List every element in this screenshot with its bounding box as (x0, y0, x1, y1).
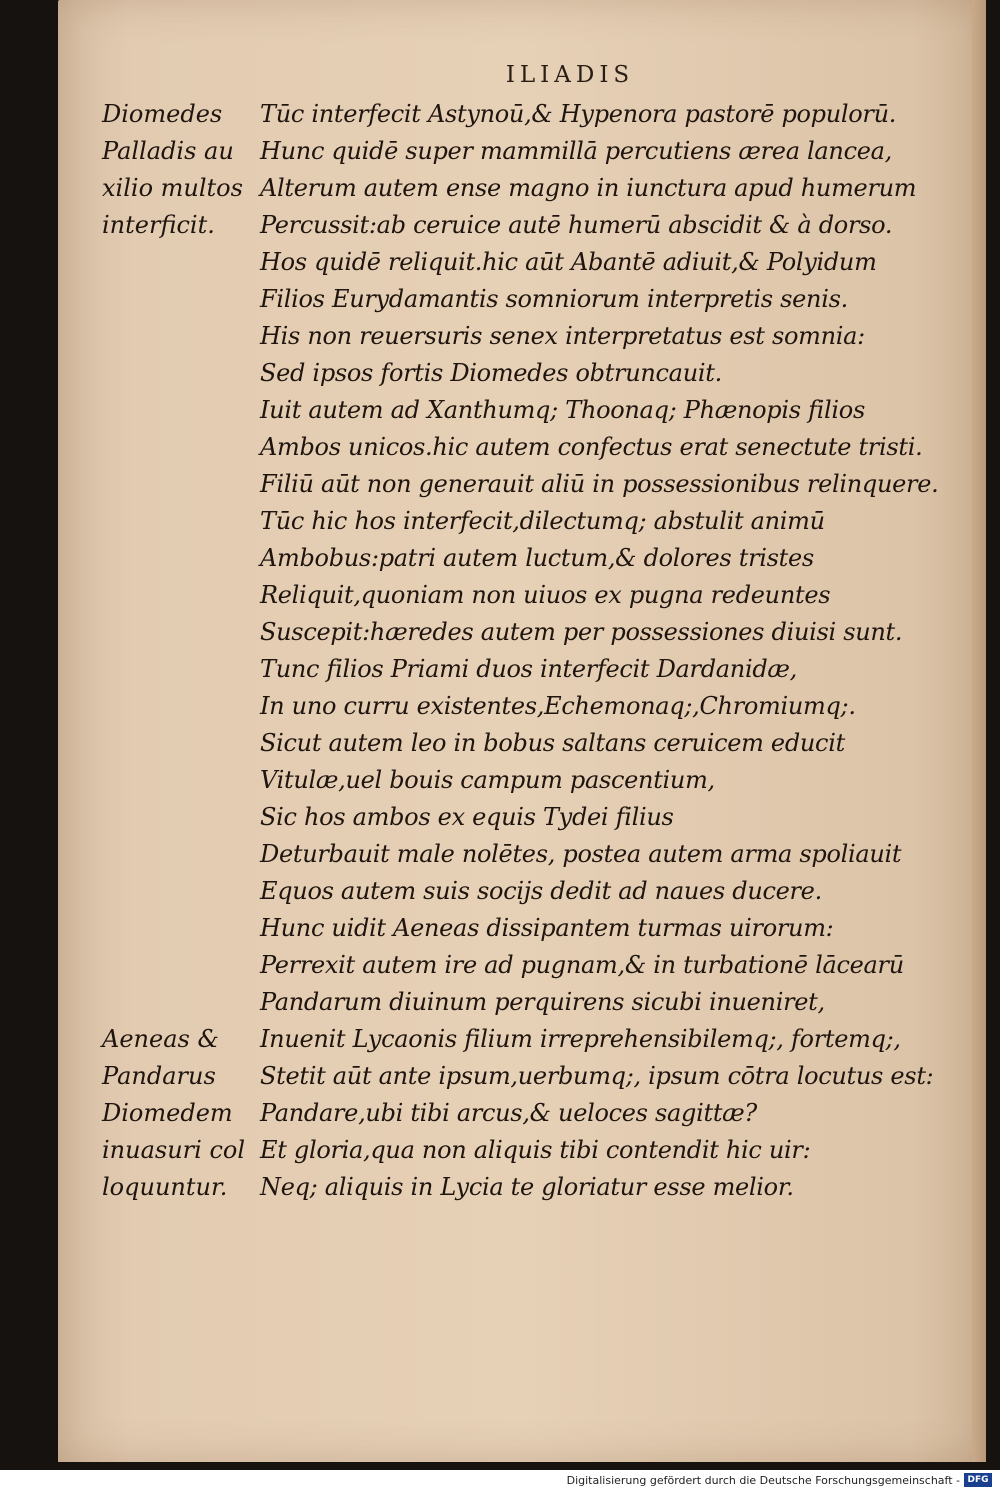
text-line (0, 1025, 1000, 1062)
verse-line: Tūc hic hos interfecit,dilectumq; abstulit animū (260, 507, 825, 535)
text-line (0, 470, 1000, 507)
verse-line: Neq; aliquis in Lycia te gloriatur esse melior. (260, 1173, 794, 1201)
verse-line: Reliquit,quoniam non uiuos ex pugna redeuntes (260, 581, 831, 609)
margin-gloss: Pandarus (102, 1062, 216, 1090)
verse-line: Hos quidē reliquit.hic aūt Abantē adiuit,& Polyidum (260, 248, 877, 276)
text-line (0, 951, 1000, 988)
text-line (0, 655, 1000, 692)
text-line (0, 285, 1000, 322)
text-line (0, 877, 1000, 914)
text-line (0, 840, 1000, 877)
text-line (0, 692, 1000, 729)
text-line (0, 248, 1000, 285)
text-line (0, 174, 1000, 211)
text-line (0, 507, 1000, 544)
margin-gloss: Diomedes (102, 100, 223, 128)
verse-line: Filios Eurydamantis somniorum interpretis senis. (260, 285, 848, 313)
margin-gloss: interficit. (102, 211, 215, 239)
verse-line: Deturbauit male nolētes, postea autem arma spoliauit (260, 840, 902, 868)
verse-line: Equos autem suis socijs dedit ad naues ducere. (260, 877, 822, 905)
verse-line: Pandarum diuinum perquirens sicubi inueniret, (260, 988, 825, 1016)
text-line (0, 618, 1000, 655)
text-line (0, 1173, 1000, 1210)
footer-bar (0, 1470, 1000, 1492)
verse-line: Suscepit:hæredes autem per possessiones diuisi sunt. (260, 618, 903, 646)
text-line (0, 100, 1000, 137)
text-line (0, 729, 1000, 766)
verse-line: Filiū aūt non generauit aliū in possessionibus relinquere. (260, 470, 939, 498)
verse-line: Ambos unicos.hic autem confectus erat senectute tristi. (260, 433, 923, 461)
text-line (0, 433, 1000, 470)
verse-line: Sic hos ambos ex equis Tydei filius (260, 803, 674, 831)
verse-line: Tūc interfecit Astynoū,& Hypenora pastorē populorū. (260, 100, 897, 128)
text-line (0, 914, 1000, 951)
verse-line: Hunc quidē super mammillā percutiens ærea lancea, (260, 137, 892, 165)
funding-credit: Digitalisierung gefördert durch die Deutsche Forschungsgemeinschaft - (566, 1474, 960, 1487)
text-line (0, 137, 1000, 174)
text-line (0, 396, 1000, 433)
text-line (0, 359, 1000, 396)
dfg-logo: DFG (964, 1473, 992, 1487)
margin-gloss: inuasuri col (102, 1136, 246, 1164)
verse-line: Sicut autem leo in bobus saltans ceruicem educit (260, 729, 845, 757)
text-line (0, 766, 1000, 803)
text-line (0, 1062, 1000, 1099)
verse-line: Hunc uidit Aeneas dissipantem turmas uirorum: (260, 914, 834, 942)
margin-gloss: Aeneas & (102, 1025, 219, 1053)
verse-line: Vitulæ,uel bouis campum pascentium, (260, 766, 715, 794)
text-line (0, 581, 1000, 618)
text-line (0, 803, 1000, 840)
margin-gloss: loquuntur. (102, 1173, 228, 1201)
running-head: ILIADIS (505, 62, 635, 88)
verse-line: Percussit:ab ceruice autē humerū abscidit & à dorso. (260, 211, 893, 239)
margin-gloss: xilio multos (102, 174, 243, 202)
verse-line: Et gloria,qua non aliquis tibi contendit hic uir: (260, 1136, 811, 1164)
text-line (0, 1099, 1000, 1136)
verse-line: His non reuersuris senex interpretatus est somnia: (260, 322, 865, 350)
verse-line: Inuenit Lycaonis filium irreprehensibilemq;, fortemq;, (260, 1025, 901, 1053)
text-line (0, 211, 1000, 248)
margin-gloss: Palladis au (102, 137, 234, 165)
verse-line: Ambobus:patri autem luctum,& dolores tristes (260, 544, 814, 572)
verse-line: Alterum autem ense magno in iunctura apud humerum (260, 174, 917, 202)
verse-line: Pandare,ubi tibi arcus,& ueloces sagittæ? (260, 1099, 757, 1127)
text-line (0, 1136, 1000, 1173)
margin-gloss: Diomedem (102, 1099, 233, 1127)
verse-line: Tunc filios Priami duos interfecit Dardanidæ, (260, 655, 797, 683)
verse-line: Stetit aūt ante ipsum,uerbumq;, ipsum cōtra locutus est: (260, 1062, 934, 1090)
text-line (0, 322, 1000, 359)
verse-line: Sed ipsos fortis Diomedes obtruncauit. (260, 359, 722, 387)
text-line (0, 544, 1000, 581)
verse-line: Iuit autem ad Xanthumq; Thoonaq; Phænopis filios (260, 396, 865, 424)
verse-line: Perrexit autem ire ad pugnam,& in turbationē lācearū (260, 951, 904, 979)
verse-line: In uno curru existentes,Echemonaq;,Chromiumq;. (260, 692, 856, 720)
text-line (0, 988, 1000, 1025)
